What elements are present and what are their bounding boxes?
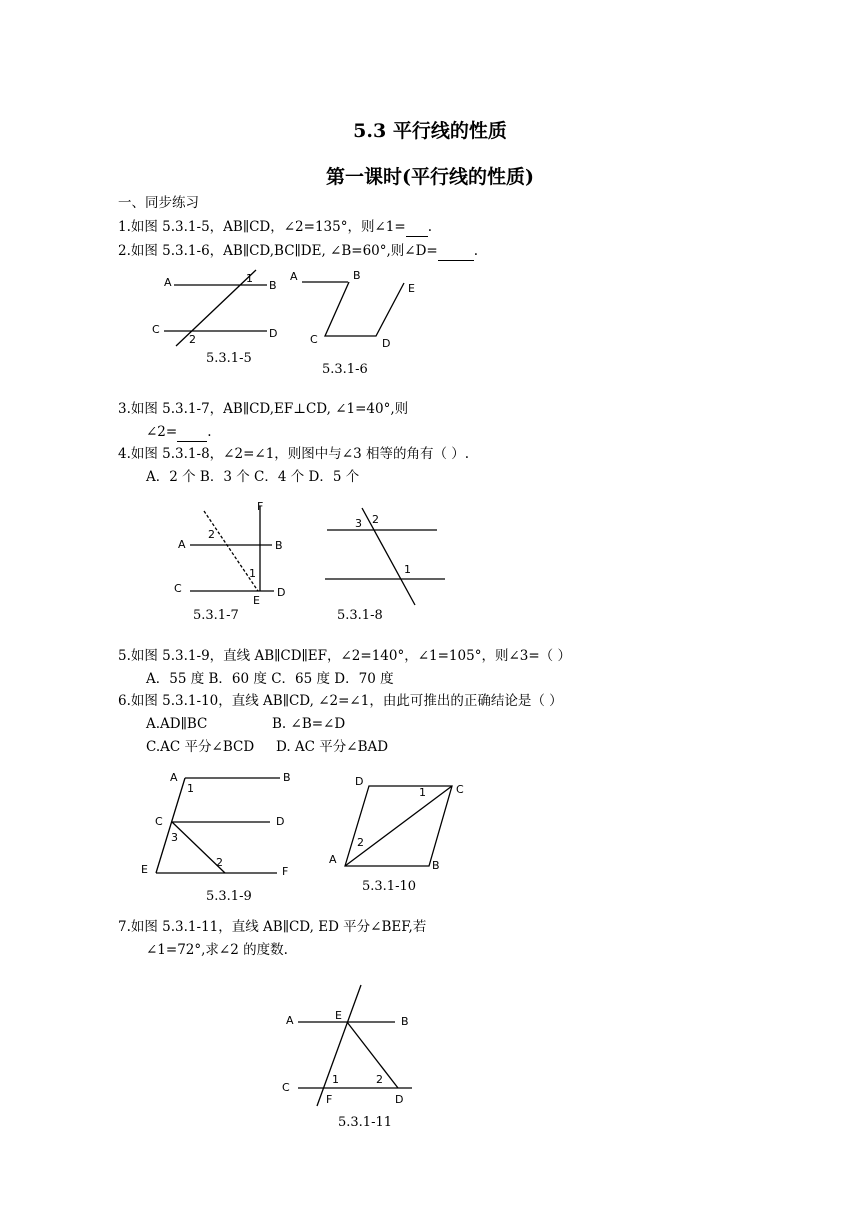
label-f: F <box>282 865 289 878</box>
figure-5-3-1-7 <box>172 500 302 608</box>
question-5: 5.如图 5.3.1-9，直线 AB∥CD∥EF，∠2=140°，∠1=105°，则∠3=（ ） <box>118 648 571 664</box>
label-b: B <box>275 539 283 552</box>
answer-blank <box>406 218 428 237</box>
figure-caption: 5.3.1-7 <box>193 608 239 623</box>
angle-label-2: 2 <box>357 836 364 849</box>
figure-caption: 5.3.1-10 <box>362 879 417 894</box>
page-subtitle: 第一课时(平行线的性质) <box>326 166 534 188</box>
question-1-text: 1.如图 5.3.1-5，AB∥CD，∠2=135°，则∠1= <box>118 219 406 235</box>
question-2 <box>118 242 478 261</box>
label-b: B <box>401 1015 409 1028</box>
angle-label-1: 1 <box>187 782 194 795</box>
figure-5-3-1-6 <box>286 266 426 352</box>
figure-caption: 5.3.1-8 <box>337 608 383 623</box>
angle-label-2: 2 <box>189 333 196 346</box>
label-c: C <box>155 815 163 828</box>
segment-ed <box>347 1022 398 1088</box>
question-7-line1: 7.如图 5.3.1-11，直线 AB∥CD, ED 平分∠BEF,若 <box>118 919 427 935</box>
label-e: E <box>253 594 260 607</box>
label-d: D <box>276 815 285 828</box>
answer-blank <box>438 242 474 261</box>
transversal <box>362 508 415 605</box>
label-c: C <box>282 1081 290 1094</box>
question-3-end: . <box>207 424 212 440</box>
label-a: A <box>164 276 172 289</box>
angle-label-3: 3 <box>171 831 178 844</box>
label-a: A <box>170 771 178 784</box>
label-d: D <box>395 1093 404 1106</box>
figure-5-3-1-11 <box>280 982 420 1108</box>
label-a: A <box>286 1014 294 1027</box>
figure-5-3-1-10 <box>324 772 474 872</box>
path-bcde <box>325 282 404 336</box>
page-title: 5.3 平行线的性质 <box>353 120 507 142</box>
answer-blank <box>177 423 207 442</box>
question-7-line2: ∠1=72°,求∠2 的度数. <box>146 942 288 958</box>
figure-caption: 5.3.1-6 <box>322 362 368 377</box>
label-c: C <box>456 783 464 796</box>
question-4-options: A．2 个 B．3 个 C．4 个 D．5 个 <box>146 469 360 485</box>
question-3-text: ∠2= <box>146 424 178 440</box>
question-6-option-b: B. ∠B=∠D <box>272 716 346 732</box>
question-1 <box>118 218 432 237</box>
figure-5-3-1-8 <box>322 502 452 610</box>
question-3-line2 <box>146 423 212 442</box>
label-e: E <box>141 863 148 876</box>
question-6-option-c: C.AC 平分∠BCD <box>146 739 255 755</box>
angle-label-1: 1 <box>246 272 253 285</box>
figure-caption: 5.3.1-9 <box>206 889 252 904</box>
question-1-end: . <box>427 219 432 235</box>
label-e: E <box>335 1009 342 1022</box>
figure-caption: 5.3.1-11 <box>338 1115 393 1130</box>
angle-label-1: 1 <box>404 563 411 576</box>
angle-label-1: 1 <box>419 786 426 799</box>
question-4: 4.如图 5.3.1-8，∠2=∠1，则图中与∠3 相等的角有（ ）. <box>118 446 470 462</box>
angle-label-1: 1 <box>249 567 256 580</box>
label-d: D <box>382 337 391 350</box>
question-6: 6.如图 5.3.1-10，直线 AB∥CD, ∠2=∠1，由此可推出的正确结论是（ ） <box>118 693 563 709</box>
question-5-options: A．55 度 B．60 度 C．65 度 D．70 度 <box>146 671 394 687</box>
figure-5-3-1-9 <box>136 768 296 884</box>
section-heading: 一、同步练习 <box>118 195 199 211</box>
angle-label-2: 2 <box>372 513 379 526</box>
angle-label-2: 2 <box>376 1073 383 1086</box>
figure-caption: 5.3.1-5 <box>206 351 252 366</box>
diagonal-ac <box>345 786 452 866</box>
label-c: C <box>310 333 318 346</box>
label-d: D <box>269 327 278 340</box>
transversal <box>176 270 256 346</box>
question-3-line1: 3.如图 5.3.1-7，AB∥CD,EF⊥CD, ∠1=40°,则 <box>118 401 409 417</box>
angle-label-2: 2 <box>216 856 223 869</box>
label-a: A <box>290 270 298 283</box>
label-c: C <box>174 582 182 595</box>
label-a: A <box>178 538 186 551</box>
label-c: C <box>152 323 160 336</box>
figure-5-3-1-5 <box>148 268 288 350</box>
label-f: F <box>257 500 264 513</box>
label-d: D <box>355 775 364 788</box>
label-b: B <box>432 859 440 872</box>
angle-label-3: 3 <box>355 517 362 530</box>
label-e: E <box>408 282 415 295</box>
question-6-option-d: D. AC 平分∠BAD <box>276 739 389 755</box>
label-b: B <box>353 269 361 282</box>
question-6-option-a: A.AD∥BC <box>146 716 208 732</box>
question-2-text: 2.如图 5.3.1-6，AB∥CD,BC∥DE, ∠B=60°,则∠D= <box>118 243 438 259</box>
label-d: D <box>277 586 286 599</box>
label-a: A <box>329 853 337 866</box>
angle-label-2: 2 <box>208 528 215 541</box>
question-2-end: . <box>473 243 479 259</box>
label-b: B <box>269 279 277 292</box>
label-b: B <box>283 771 291 784</box>
angle-label-1: 1 <box>332 1073 339 1086</box>
label-f: F <box>326 1093 333 1106</box>
